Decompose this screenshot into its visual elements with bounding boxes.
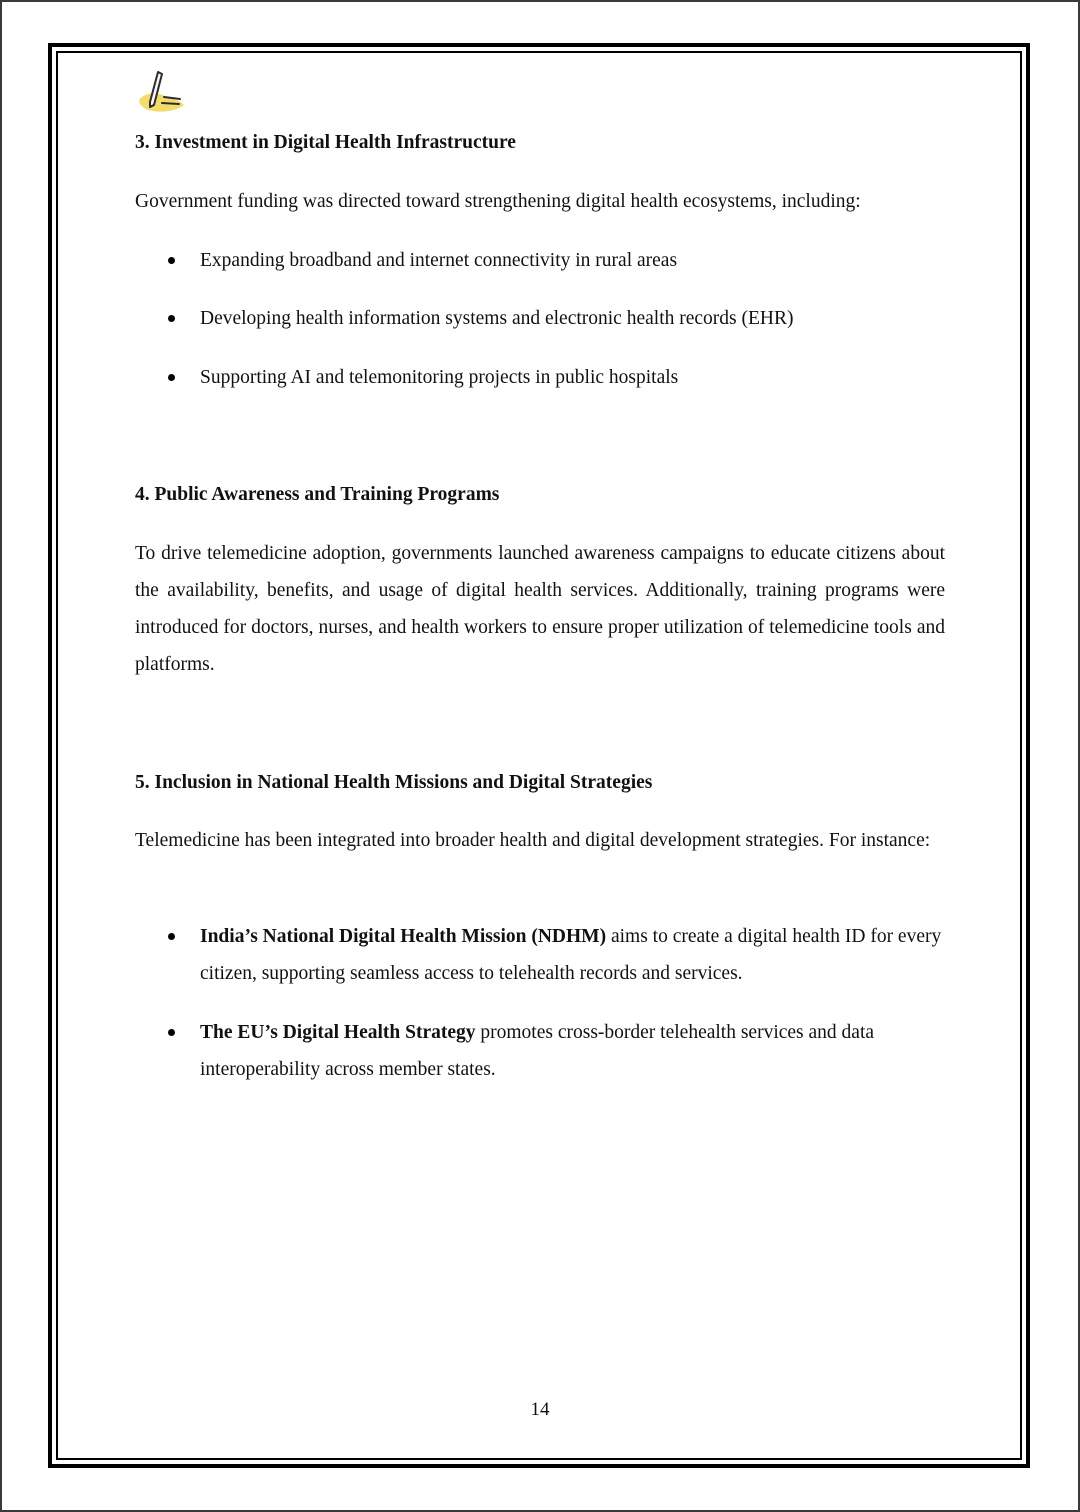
- list-item: [200, 359, 945, 396]
- section-5-heading: 5. Inclusion in National Health Missions and Digital Strategies: [135, 772, 653, 793]
- list-item: [200, 1014, 945, 1088]
- bullet-icon: [168, 315, 175, 322]
- bullet-icon: [168, 933, 175, 940]
- bullet-icon: [168, 1029, 175, 1036]
- list-item-text: aims to create a digital health ID for every citizen, supporting seamless access to telehealth records and services.: [200, 926, 942, 984]
- list-item-bold: India’s National Digital Health Mission (NDHM): [200, 926, 607, 947]
- list-item-text: Developing health information systems and electronic health records (EHR): [200, 308, 794, 329]
- list-item: [200, 300, 945, 337]
- section-4-body: To drive telemedicine adoption, governments launched awareness campaigns to educate citizens about the availability, benefits, and usage of digital health services. Additionally, training programs were introduced for doctors, nurses, and health workers to ensure proper utilization of telemedicine tools and platforms.: [135, 543, 945, 675]
- bullet-icon: [168, 257, 175, 264]
- bullet-icon: [168, 374, 175, 381]
- section-4-heading: 4. Public Awareness and Training Programs: [135, 484, 500, 505]
- list-item-text: promotes cross-border telehealth services and data interoperability across member states.: [200, 1022, 875, 1080]
- section-3-intro: Government funding was directed toward strengthening digital health ecosystems, including:: [135, 191, 861, 212]
- list-item: [200, 918, 945, 992]
- page-number: 14: [530, 1399, 550, 1420]
- list-item-text: Supporting AI and telemonitoring projects in public hospitals: [200, 367, 679, 388]
- list-item: [200, 242, 945, 279]
- list-item-text: Expanding broadband and internet connectivity in rural areas: [200, 250, 678, 271]
- list-item-bold: The EU’s Digital Health Strategy: [200, 1022, 476, 1043]
- pen-note-icon: [135, 70, 187, 115]
- section-3-heading: 3. Investment in Digital Health Infrastructure: [135, 132, 516, 153]
- section-5-intro: Telemedicine has been integrated into broader health and digital development strategies. For instance:: [135, 830, 931, 851]
